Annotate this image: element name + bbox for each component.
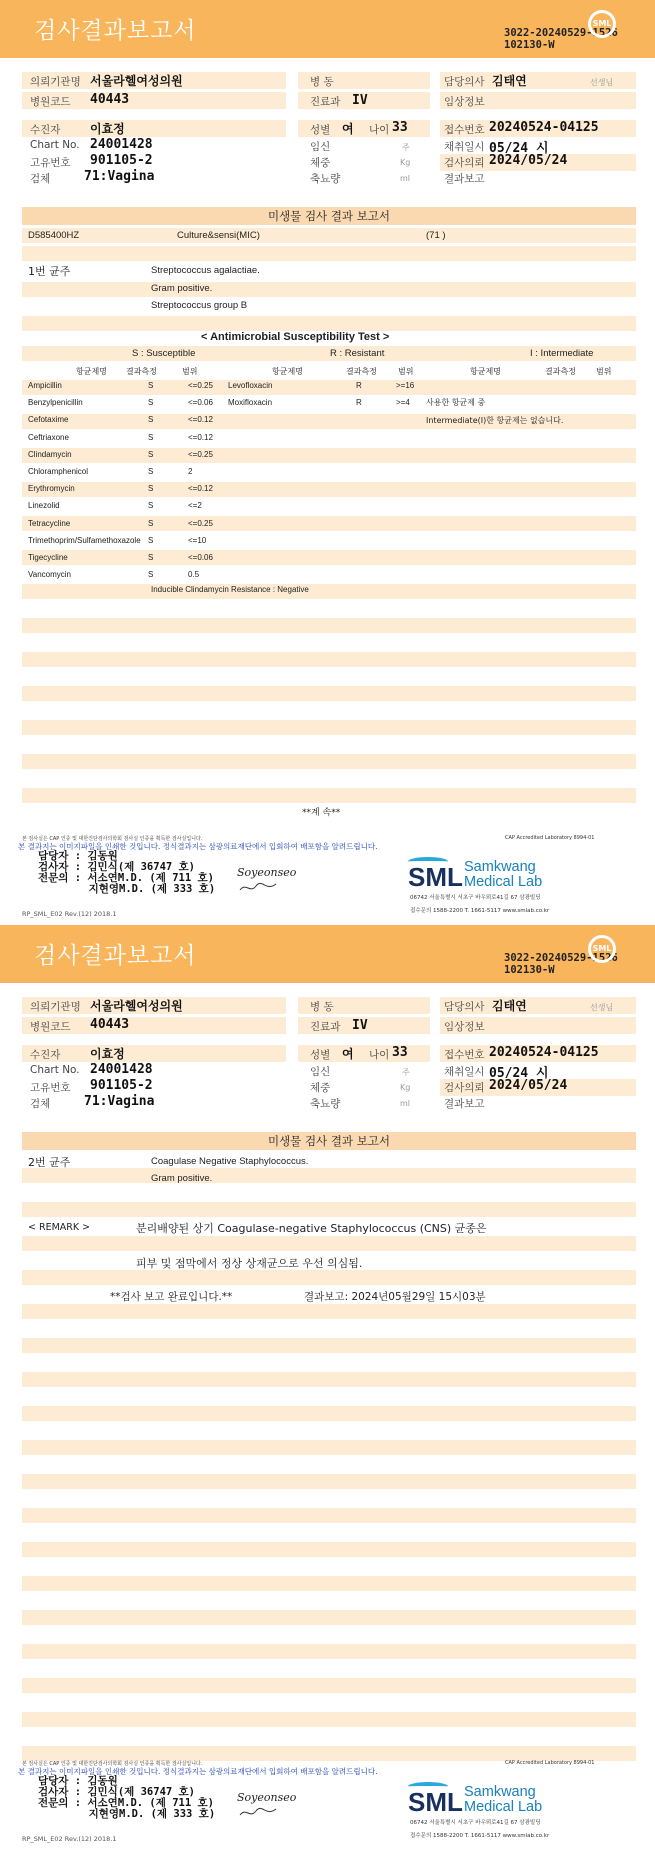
signature-scribble-icon — [238, 1805, 278, 1819]
ast-legend-r: R : Resistant — [330, 348, 385, 359]
notice-line: 본 결과지는 이미지파일을 인쇄한 것입니다. 정식결과지는 삼광의료재단에서 입회하여 배포함을 알려드립니다. — [18, 842, 378, 851]
ast-drug: Tigecycline — [28, 553, 68, 562]
report-date-label: 결과보고 — [444, 1098, 485, 1110]
sml-logo-icon: SML — [588, 10, 616, 38]
receipt-value: 20240524-04125 — [489, 120, 599, 135]
lab-name-2: Medical Lab — [464, 874, 543, 890]
ast-result: S — [148, 484, 154, 493]
ast-col-result: 결과측정 — [346, 367, 377, 376]
weight-label: 체중 — [310, 157, 331, 169]
specimen-value: 71:Vagina — [84, 1094, 155, 1109]
pregnancy-label: 임신 — [310, 141, 331, 153]
patient-label: 수진자 — [30, 124, 61, 136]
ast-drug: Erythromycin — [28, 484, 75, 493]
lab-phone: 접수문의 1588-2200 T. 1661-5117 www.smlab.co.kr — [410, 1833, 550, 1839]
ast-title: < Antimicrobial Susceptibility Test > — [201, 331, 390, 343]
ast-result: S — [148, 381, 154, 390]
test-name: Culture&sensi(MIC) — [177, 230, 260, 241]
test-specimen-ref: (71 ) — [426, 230, 446, 241]
chart-value: 24001428 — [90, 1062, 153, 1077]
ast-result: S — [148, 415, 154, 424]
ast-col-drug: 항균제명 — [470, 367, 501, 376]
weight-label: 체중 — [310, 1082, 331, 1094]
ast-drug: Moxifloxacin — [228, 398, 273, 407]
report-id-line1: 3022-20240529-1526 — [504, 27, 618, 39]
doctor-suffix: 선생님 — [590, 78, 614, 87]
ast-range: <=0.12 — [188, 433, 213, 442]
continued-label: **계 속** — [302, 808, 341, 818]
ast-range: <=10 — [188, 536, 207, 545]
request-label: 검사의뢰 — [444, 157, 485, 169]
cert-line: 본 검사실은 CAP 인증 및 대한진단검사의학회 검사실 인증을 획득한 검사실입니다. — [22, 1761, 203, 1767]
doctor-value: 김태연 — [492, 74, 527, 88]
ast-result: R — [356, 381, 362, 390]
doctor-label: 담당의사 — [444, 76, 485, 88]
report-page-2 — [0, 925, 655, 1850]
institution-label: 의뢰기관명 — [30, 76, 81, 88]
report-id-line2: 102130-W — [504, 964, 555, 976]
institution-value: 서울라헬여성의원 — [90, 74, 183, 88]
clinical-label: 임상정보 — [444, 1021, 485, 1033]
collect-label: 채취일시 — [444, 1066, 485, 1078]
report-date-label: 결과보고 — [444, 173, 485, 185]
ast-result: S — [148, 398, 154, 407]
specimen-label: 검체 — [30, 173, 51, 185]
ast-range: >=16 — [396, 381, 415, 390]
ast-col-drug: 항균제명 — [76, 367, 107, 376]
sml-logo-text: SML — [408, 1787, 463, 1817]
ast-drug: Levofloxacin — [228, 381, 273, 390]
id-label: 고유번호 — [30, 157, 71, 169]
receipt-label: 접수번호 — [444, 1049, 485, 1061]
request-value: 2024/05/24 — [489, 1078, 568, 1093]
chart-value: 24001428 — [90, 137, 153, 152]
ast-note: Intermediate(I)한 항균제는 없습니다. — [426, 416, 564, 425]
staff-block: 담당자 : 김동원 검사자 : 김민식(제 36747 호) 전문의 : 서소연M.D. (제 711 호) 지현영M.D. (제 333 호) — [38, 1775, 216, 1820]
chart-label: Chart No. — [30, 139, 80, 151]
sml-logo-icon: SML — [588, 935, 616, 963]
sml-logo-text: SML — [408, 862, 463, 892]
signature-scribble-icon — [238, 880, 278, 894]
ast-result: S — [148, 570, 154, 579]
ast-range: <=0.12 — [188, 484, 213, 493]
isolate-line: Streptococcus group B — [151, 300, 248, 311]
dept-value: IV — [352, 1018, 368, 1033]
ast-col-range: 범위 — [596, 367, 612, 376]
lab-name-1: Samkwang — [464, 859, 536, 875]
remark-line-2: 피부 및 점막에서 정상 상재균으로 우선 의심됨. — [136, 1257, 363, 1270]
specimen-label: 검체 — [30, 1098, 51, 1110]
lab-name-2: Medical Lab — [464, 1799, 543, 1815]
report-id-line1: 3022-20240529-1526 — [504, 952, 618, 964]
form-code: RP_SML_E02 Rev.(12) 2018.1 — [22, 1835, 117, 1843]
ast-drug: Trimethoprim/Sulfamethoxazole — [28, 536, 141, 545]
ast-drug: Benzylpenicillin — [28, 398, 83, 407]
request-value: 2024/05/24 — [489, 153, 568, 168]
ast-legend-s: S : Susceptible — [132, 348, 196, 359]
doctor-label: 담당의사 — [444, 1001, 485, 1013]
isolate-line: Coagulase Negative Staphylococcus. — [151, 1156, 309, 1167]
ast-col-range: 범위 — [398, 367, 414, 376]
collect-value: 05/24 시 — [489, 1066, 549, 1081]
age-label: 나이 — [369, 1049, 390, 1061]
ast-drug: Clindamycin — [28, 450, 72, 459]
ast-range: <=0.06 — [188, 398, 213, 407]
isolate-label: 2번 균주 — [28, 1156, 71, 1169]
sex-value: 여 — [342, 122, 354, 136]
patient-label: 수진자 — [30, 1049, 61, 1061]
micro-report-title: 미생물 검사 결과 보고서 — [22, 207, 636, 225]
pregnancy-unit: 주 — [402, 1068, 410, 1077]
sex-value: 여 — [342, 1047, 354, 1061]
ast-col-drug: 항균제명 — [272, 367, 303, 376]
ward-label: 병 동 — [310, 76, 334, 88]
ast-range: <=0.25 — [188, 519, 213, 528]
lab-address: 06742 서울특별시 서초구 바우뫼로41길 67 삼광빌딩 — [410, 895, 541, 901]
lab-address: 06742 서울특별시 서초구 바우뫼로41길 67 삼광빌딩 — [410, 1820, 541, 1826]
inducible-result: Inducible Clindamycin Resistance : Negative — [151, 585, 309, 594]
micro-report-title: 미생물 검사 결과 보고서 — [22, 1132, 636, 1150]
weight-unit: Kg — [400, 1083, 411, 1092]
report-header — [0, 925, 655, 983]
test-code: D585400HZ — [28, 230, 80, 241]
ast-drug: Cefotaxime — [28, 415, 69, 424]
doctor-suffix: 선생님 — [590, 1003, 614, 1012]
id-label: 고유번호 — [30, 1082, 71, 1094]
collect-label: 채취일시 — [444, 141, 485, 153]
ast-range: 0.5 — [188, 570, 200, 579]
cap-line: CAP Accredited Laboratory 8994-01 — [505, 835, 595, 841]
ast-drug: Ampicillin — [28, 381, 62, 390]
age-label: 나이 — [369, 124, 390, 136]
ast-range: <=2 — [188, 501, 202, 510]
ast-range: >=4 — [396, 398, 410, 407]
collect-value: 05/24 시 — [489, 141, 549, 156]
ast-col-result: 결과측정 — [126, 367, 157, 376]
hospital-code-value: 40443 — [90, 1017, 130, 1032]
ast-range: 2 — [188, 467, 193, 476]
urine-label: 축뇨량 — [310, 173, 341, 185]
hospital-code-label: 병원코드 — [30, 96, 71, 108]
pregnancy-label: 임신 — [310, 1066, 331, 1078]
ast-col-result: 결과측정 — [545, 367, 576, 376]
pregnancy-unit: 주 — [402, 143, 410, 152]
id-value: 901105-2 — [90, 153, 153, 168]
receipt-label: 접수번호 — [444, 124, 485, 136]
report-complete: **검사 보고 완료입니다.** — [110, 1291, 233, 1303]
urine-label: 축뇨량 — [310, 1098, 341, 1110]
isolate-line: Gram positive. — [151, 283, 213, 294]
report-header — [0, 0, 655, 58]
id-value: 901105-2 — [90, 1078, 153, 1093]
hospital-code-label: 병원코드 — [30, 1021, 71, 1033]
ast-drug: Linezolid — [28, 501, 60, 510]
isolate-label: 1번 균주 — [28, 265, 71, 278]
ast-legend-i: I : Intermediate — [530, 348, 594, 359]
ast-result: S — [148, 501, 154, 510]
lab-name-1: Samkwang — [464, 1784, 536, 1800]
ast-result: S — [148, 519, 154, 528]
specimen-value: 71:Vagina — [84, 169, 155, 184]
age-value: 33 — [392, 1045, 408, 1060]
ast-range: <=0.25 — [188, 450, 213, 459]
ast-drug: Tetracycline — [28, 519, 71, 528]
institution-value: 서울라헬여성의원 — [90, 999, 183, 1013]
request-label: 검사의뢰 — [444, 1082, 485, 1094]
ast-result: S — [148, 536, 154, 545]
ast-result: S — [148, 433, 154, 442]
notice-line: 본 결과지는 이미지파일을 인쇄한 것입니다. 정식결과지는 삼광의료재단에서 입회하여 배포함을 알려드립니다. — [18, 1767, 378, 1776]
doctor-value: 김태연 — [492, 999, 527, 1013]
ast-col-range: 범위 — [182, 367, 198, 376]
urine-unit: ml — [400, 1099, 411, 1108]
ast-range: <=0.06 — [188, 553, 213, 562]
report-title: 검사결과보고서 — [34, 943, 197, 969]
isolate-line: Gram positive. — [151, 1173, 213, 1184]
institution-label: 의뢰기관명 — [30, 1001, 81, 1013]
form-code: RP_SML_E02 Rev.(12) 2018.1 — [22, 910, 117, 918]
ast-result: S — [148, 450, 154, 459]
ast-drug: Ceftriaxone — [28, 433, 69, 442]
ast-range: <=0.25 — [188, 381, 213, 390]
ast-drug: Chloramphenicol — [28, 467, 89, 476]
weight-unit: Kg — [400, 158, 411, 167]
signature: Soyeonseo — [237, 1791, 297, 1804]
remark-label: < REMARK > — [28, 1222, 91, 1233]
clinical-label: 임상정보 — [444, 96, 485, 108]
result-report-time: 결과보고: 2024년05월29일 15시03분 — [304, 1291, 486, 1303]
sex-label: 성별 — [310, 1049, 331, 1061]
dept-label: 진료과 — [310, 1021, 341, 1033]
ast-result: R — [356, 398, 362, 407]
urine-unit: ml — [400, 174, 411, 183]
isolate-line: Streptococcus agalactiae. — [151, 265, 260, 276]
ast-note: 사용한 항균제 중 — [426, 398, 486, 407]
staff-block: 담당자 : 김동원 검사자 : 김민식(제 36747 호) 전문의 : 서소연M.D. (제 711 호) 지현영M.D. (제 333 호) — [38, 850, 216, 895]
dept-label: 진료과 — [310, 96, 341, 108]
sex-label: 성별 — [310, 124, 331, 136]
cap-line: CAP Accredited Laboratory 8994-01 — [505, 1760, 595, 1766]
chart-label: Chart No. — [30, 1064, 80, 1076]
report-title: 검사결과보고서 — [34, 18, 197, 44]
ast-drug: Vancomycin — [28, 570, 71, 579]
patient-name: 이효정 — [90, 1047, 125, 1061]
receipt-value: 20240524-04125 — [489, 1045, 599, 1060]
hospital-code-value: 40443 — [90, 92, 130, 107]
ast-result: S — [148, 553, 154, 562]
lab-phone: 접수문의 1588-2200 T. 1661-5117 www.smlab.co.kr — [410, 908, 550, 914]
age-value: 33 — [392, 120, 408, 135]
report-id-line2: 102130-W — [504, 39, 555, 51]
remark-line-1: 분리배양된 상기 Coagulase-negative Staphylococcus (CNS) 균종은 — [136, 1222, 487, 1235]
ward-label: 병 동 — [310, 1001, 334, 1013]
ast-result: S — [148, 467, 154, 476]
signature: Soyeonseo — [237, 866, 297, 879]
cert-line: 본 검사실은 CAP 인증 및 대한진단검사의학회 검사실 인증을 획득한 검사실입니다. — [22, 836, 203, 842]
ast-range: <=0.12 — [188, 415, 213, 424]
patient-name: 이효정 — [90, 122, 125, 136]
dept-value: IV — [352, 93, 368, 108]
